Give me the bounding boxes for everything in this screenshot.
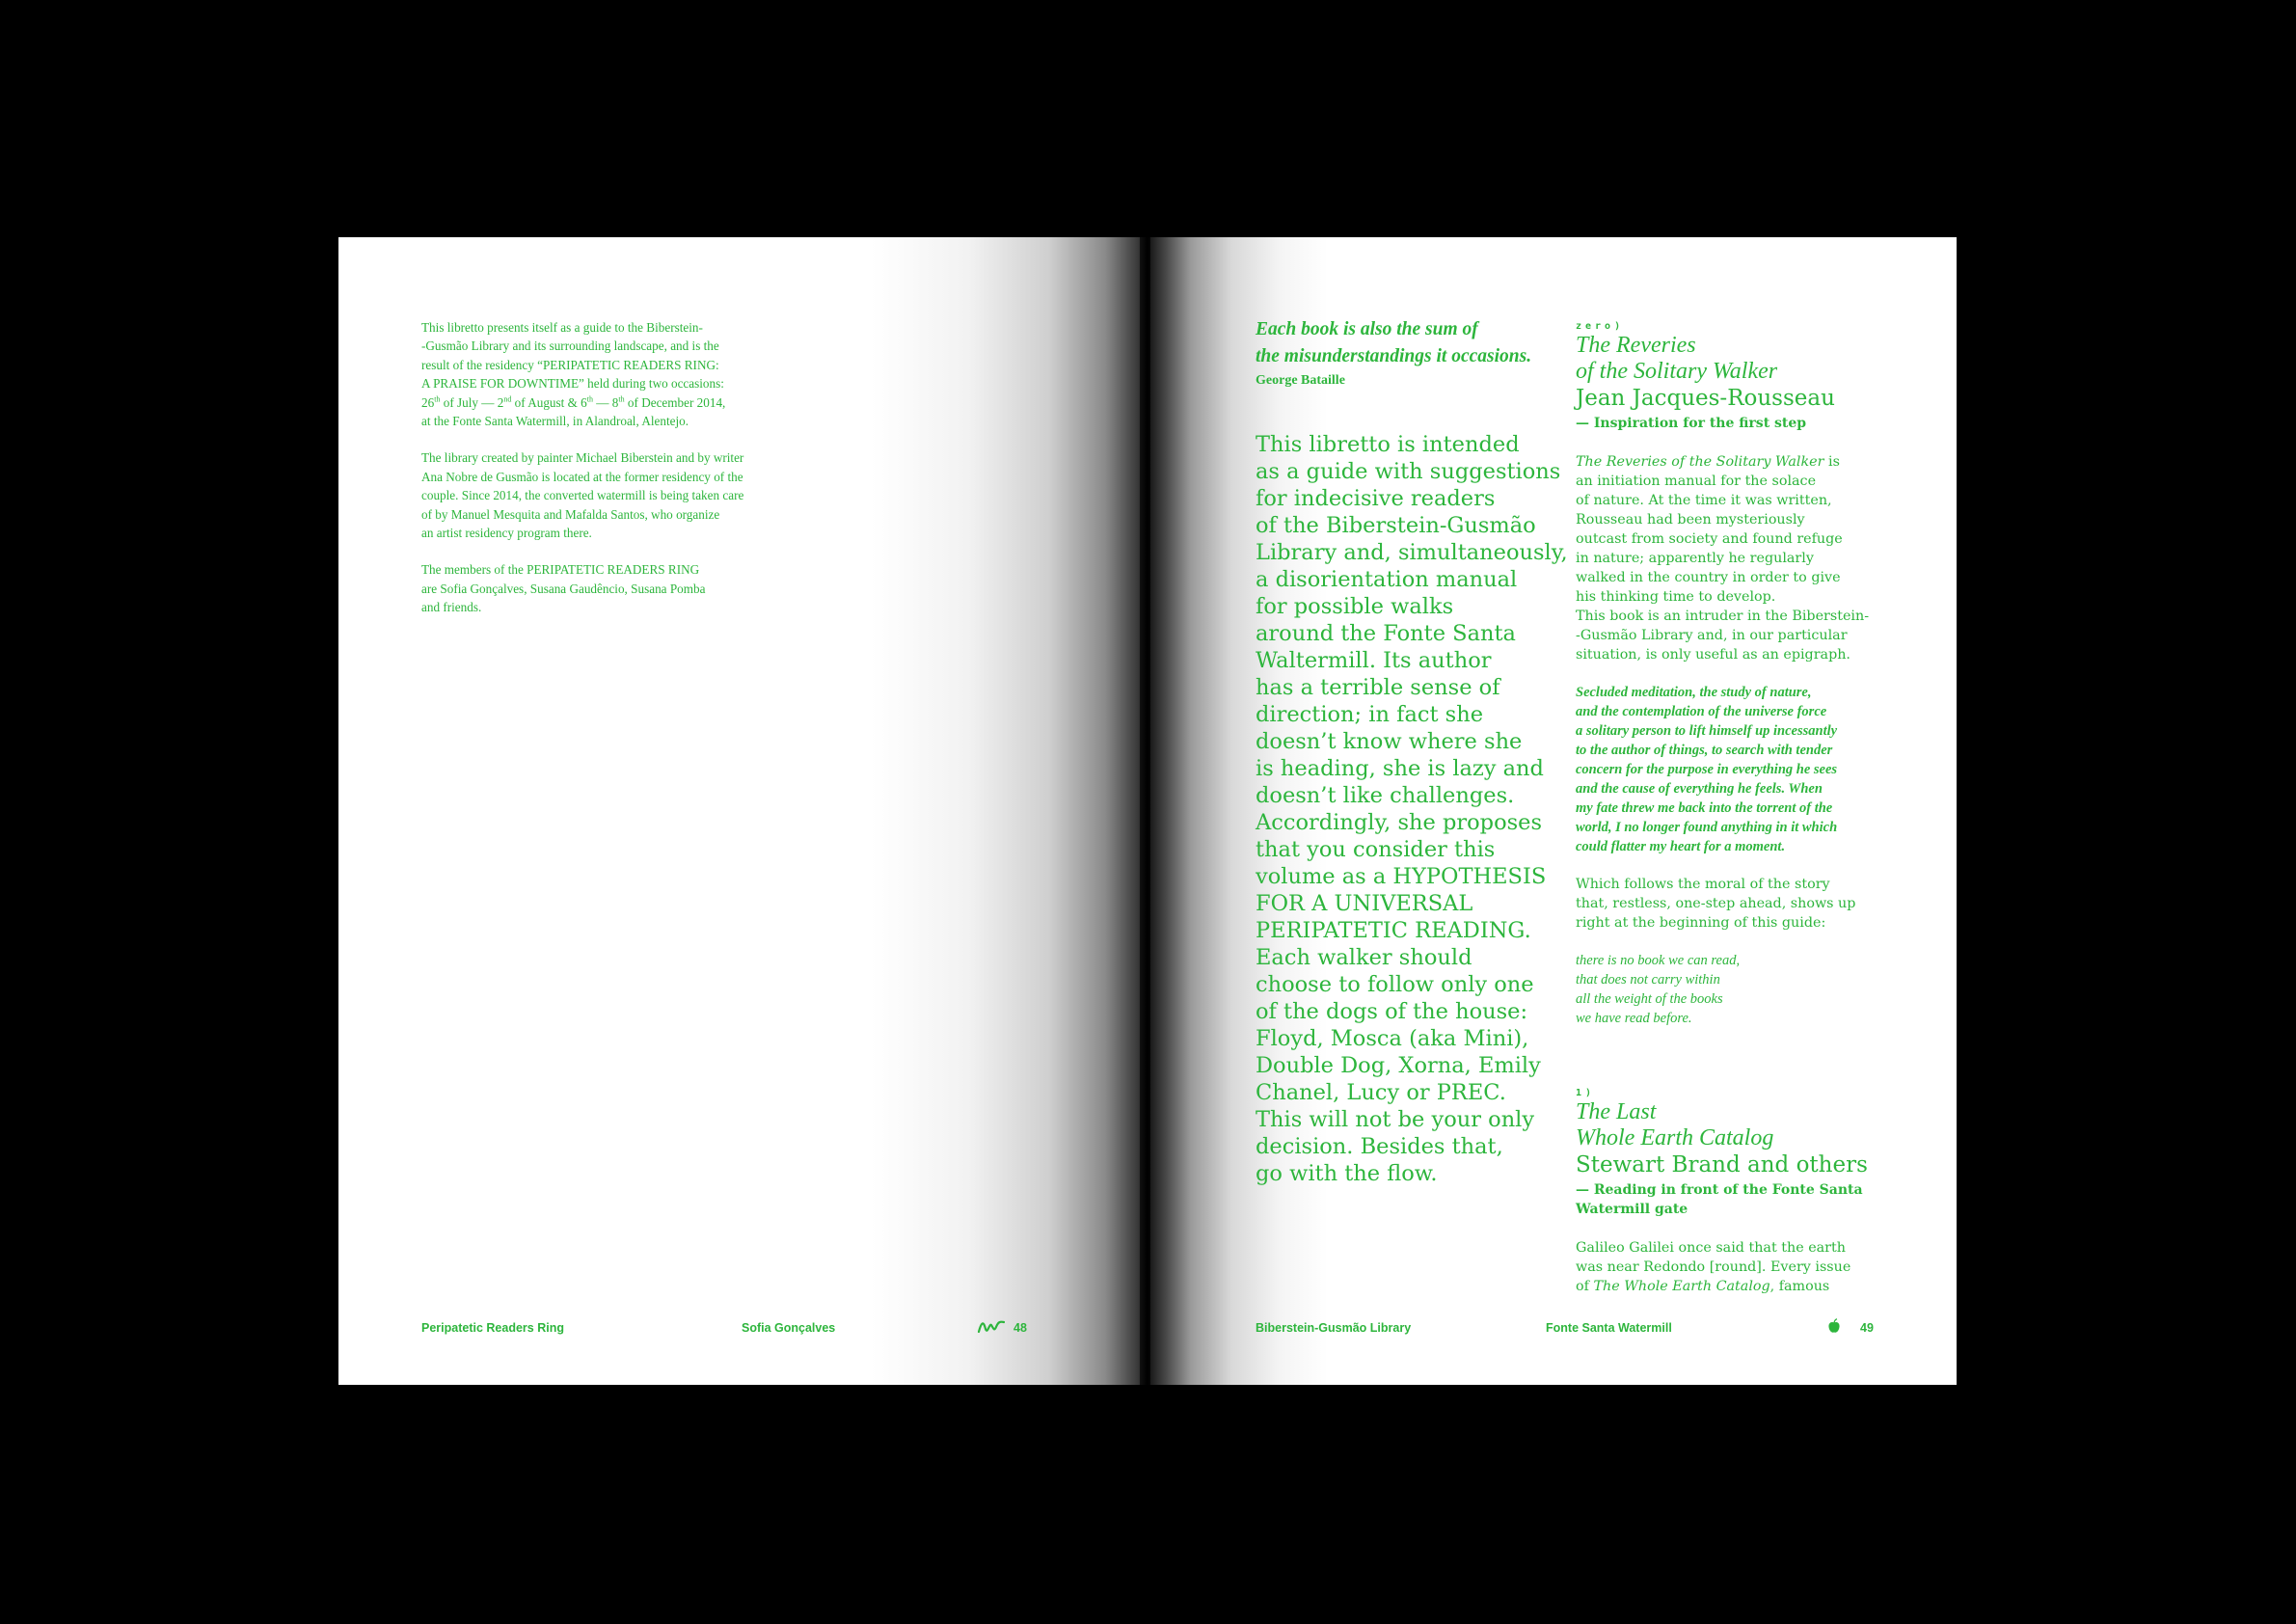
left-page	[338, 237, 1146, 1385]
intro-text	[421, 318, 826, 636]
intro-paragraph-1: This libretto presents itself as a guide to the Biberstein- -Gusmão Library and its surrounding landscape, and is the result of the residency “PERIPATETIC READERS RING: A PRAISE FOR DOWNTIME” held during two occasions: 26th of July — 2nd of August & 6th — 8th of December 2014, at the Fonte Santa Watermill, in Alandroal, Alentejo.	[421, 320, 726, 429]
chapter-zero	[1576, 321, 1894, 1028]
chapter-book-title: The Last Whole Earth Catalog	[1576, 1099, 1774, 1150]
intro-paragraph-3: The members of the PERIPATETIC READERS RING are Sofia Gonçalves, Susana Gaudêncio, Susana Pomba and friends.	[421, 562, 706, 615]
apple-icon	[1827, 1318, 1841, 1334]
chapter-body: The Reveries of the Solitary Walker is an initiation manual for the solace of nature. At the time it was written, Rousseau had been mysteriously outcast from society and found refuge in nature; apparently he regularly walked in the country in order to give his thinking time to develop. This book is an intruder in the Biberstein- -Gusmão Library and, in our particular situation, is only useful as an epigraph.	[1576, 454, 1870, 663]
footer-author: Sofia Gonçalves	[742, 1321, 836, 1335]
chapter-one	[1576, 1088, 1894, 1296]
chapter-book-title: The Reveries of the Solitary Walker	[1576, 333, 1778, 384]
footer-book-title: Peripatetic Readers Ring	[421, 1321, 564, 1335]
epigraph	[1256, 316, 1545, 389]
epigraph-author: George Bataille	[1256, 373, 1345, 388]
chapter-number: zero)	[1576, 321, 1625, 332]
footer-location: Fonte Santa Watermill	[1546, 1321, 1672, 1335]
chapter-subtitle: — Inspiration for the first step	[1576, 416, 1807, 431]
chapter-quote: Secluded meditation, the study of nature, and the contemplation of the universe force a solitary person to lift himself up incessantly to the author of things, to search with tender concern for the purpose in everything he sees and the cause of everything he feels. When my fate threw me back into the torrent of the world, I no longer found anything in it which could flatter my heart for a moment.	[1576, 685, 1838, 854]
main-text: This libretto is intended as a guide with suggestions for indecisive readers of the Biberstein-Gusmão Library and, simultaneously, a disorientation manual for possible walks around the Fonte Santa Waltermill. Its author has a terrible sense of direction; in fact she doesn’t know where she is heading, she is lazy and doesn’t like challenges. Accordingly, she proposes that you consider this volume as a HYPOTHESIS FOR A UNIVERSAL PERIPATETIC READING. Each walker should choose to follow only one of the dogs of the house: Floyd, Mosca (aka Mini), Double Dog, Xorna, Emily Chanel, Lucy or PREC. This will not be your only decision. Besides that, go with the flow.	[1256, 432, 1568, 1186]
chapter-body: Galileo Galilei once said that the earth was near Redondo [round]. Every issue of The Whole Earth Catalog, famous	[1576, 1240, 1851, 1294]
intro-paragraph-2: The library created by painter Michael Biberstein and by writer Ana Nobre de Gusmão is located at the former residency of the couple. Since 2014, the converted watermill is being taken care of by Manuel Mesquita and Mafalda Santos, who organize an artist residency program there.	[421, 450, 744, 541]
epigraph-quote: Each book is also the sum of the misunderstandings it occasions.	[1256, 319, 1532, 366]
right-page	[1150, 237, 1957, 1385]
squiggle-icon	[978, 1319, 1005, 1335]
chapter-book-author: Stewart Brand and others	[1576, 1152, 1868, 1177]
chapter-poem: there is no book we can read, that does not carry within all the weight of the books we have read before.	[1576, 953, 1741, 1026]
footer-library: Biberstein-Gusmão Library	[1256, 1321, 1412, 1335]
page-number: 48	[1013, 1321, 1027, 1335]
chapter-moral: Which follows the moral of the story that, restless, one-step ahead, shows up right at the beginning of this guide:	[1576, 877, 1856, 931]
page-number: 49	[1860, 1321, 1874, 1335]
chapter-book-author: Jean Jacques-Rousseau	[1576, 386, 1835, 411]
chapter-number: 1)	[1576, 1088, 1596, 1098]
chapter-subtitle: — Reading in front of the Fonte Santa Watermill gate	[1576, 1182, 1863, 1217]
